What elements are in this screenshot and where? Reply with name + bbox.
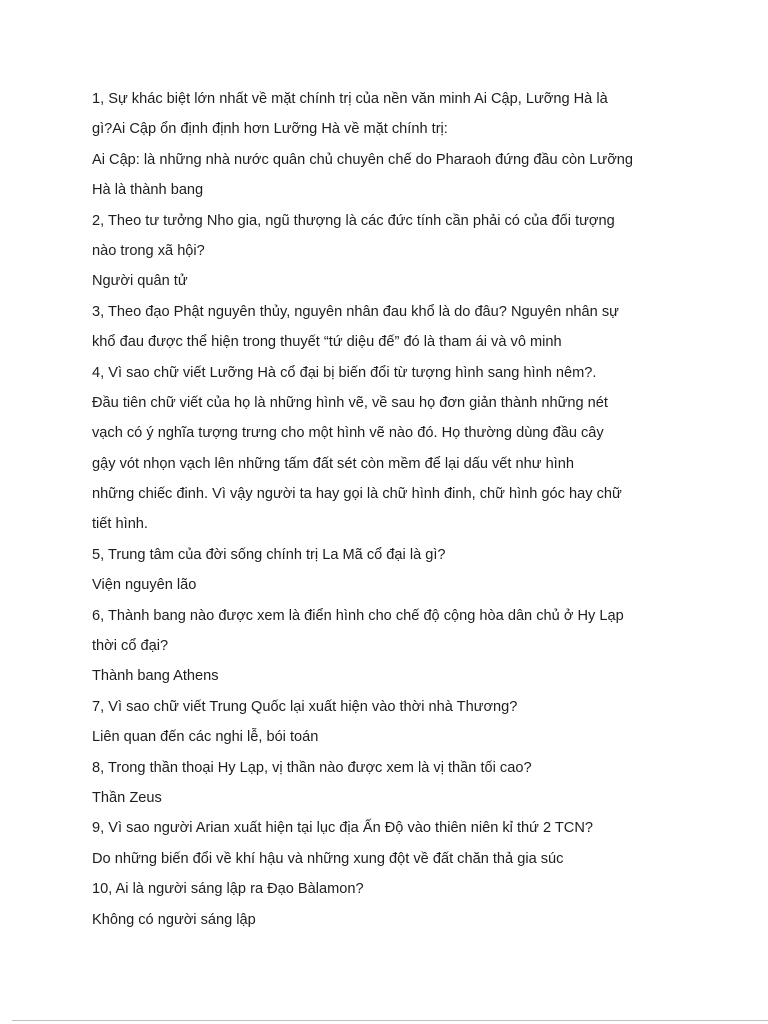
text-line: Do những biến đổi về khí hậu và những xung đột về đất chăn thả gia súc — [92, 850, 564, 867]
text-line: Không có người sáng lập — [92, 911, 256, 928]
text-line: 5, Trung tâm của đời sống chính trị La Mã cổ đại là gì? — [92, 546, 446, 563]
text-line: gì?Ai Cập ổn định định hơn Lưỡng Hà về mặt chính trị: — [92, 121, 448, 138]
text-line: 9, Vì sao người Arian xuất hiện tại lục địa Ấn Độ vào thiên niên kỉ thứ 2 TCN? — [92, 820, 593, 837]
text-line: Người quân tử — [92, 273, 188, 290]
text-line: Thành bang Athens — [92, 668, 219, 685]
text-line: nào trong xã hội? — [92, 242, 205, 259]
text-line: Liên quan đến các nghi lễ, bói toán — [92, 729, 319, 746]
text-line: 8, Trong thần thoại Hy Lạp, vị thần nào được xem là vị thần tối cao? — [92, 759, 532, 776]
text-line: Hà là thành bang — [92, 182, 204, 199]
document-body — [92, 84, 672, 935]
text-line: 4, Vì sao chữ viết Lưỡng Hà cổ đại bị biến đổi từ tượng hình sang hình nêm?. — [92, 364, 597, 381]
text-line: Đầu tiên chữ viết của họ là những hình vẽ, về sau họ đơn giản thành những nét — [92, 394, 608, 411]
text-line: 1, Sự khác biệt lớn nhất về mặt chính trị của nền văn minh Ai Cập, Lưỡng Hà là — [92, 91, 608, 107]
text-line: 10, Ai là người sáng lập ra Đạo Bàlamon? — [92, 881, 364, 898]
text-line: những chiếc đinh. Vì vậy người ta hay gọi là chữ hình đinh, chữ hình góc hay chữ — [92, 486, 622, 503]
text-line: 6, Thành bang nào được xem là điển hình cho chế độ cộng hòa dân chủ ở Hy Lạp — [92, 607, 624, 624]
text-line: Thần Zeus — [92, 789, 162, 806]
text-line: 7, Vì sao chữ viết Trung Quốc lại xuất hiện vào thời nhà Thương? — [92, 698, 518, 715]
text-line: khổ đau được thể hiện trong thuyết “tứ diệu đế” đó là tham ái và vô minh — [92, 334, 562, 351]
text-line: gậy vót nhọn vạch lên những tấm đất sét còn mềm để lại dấu vết như hình — [92, 455, 574, 472]
text-line: Ai Cập: là những nhà nước quân chủ chuyên chế do Pharaoh đứng đầu còn Lưỡng — [92, 151, 633, 168]
text-line: 2, Theo tư tưởng Nho gia, ngũ thượng là các đức tính cần phải có của đối tượng — [92, 212, 615, 229]
text-line: 3, Theo đạo Phật nguyên thủy, nguyên nhân đau khổ là do đâu? Nguyên nhân sự — [92, 303, 619, 320]
text-line: Viện nguyên lão — [92, 577, 197, 594]
text-line: thời cổ đại? — [92, 638, 169, 655]
text-line: vạch có ý nghĩa tượng trưng cho một hình vẽ nào đó. Họ thường dùng đầu cây — [92, 425, 604, 442]
page-bottom-divider — [12, 1020, 768, 1021]
text-line: tiết hình. — [92, 516, 148, 533]
